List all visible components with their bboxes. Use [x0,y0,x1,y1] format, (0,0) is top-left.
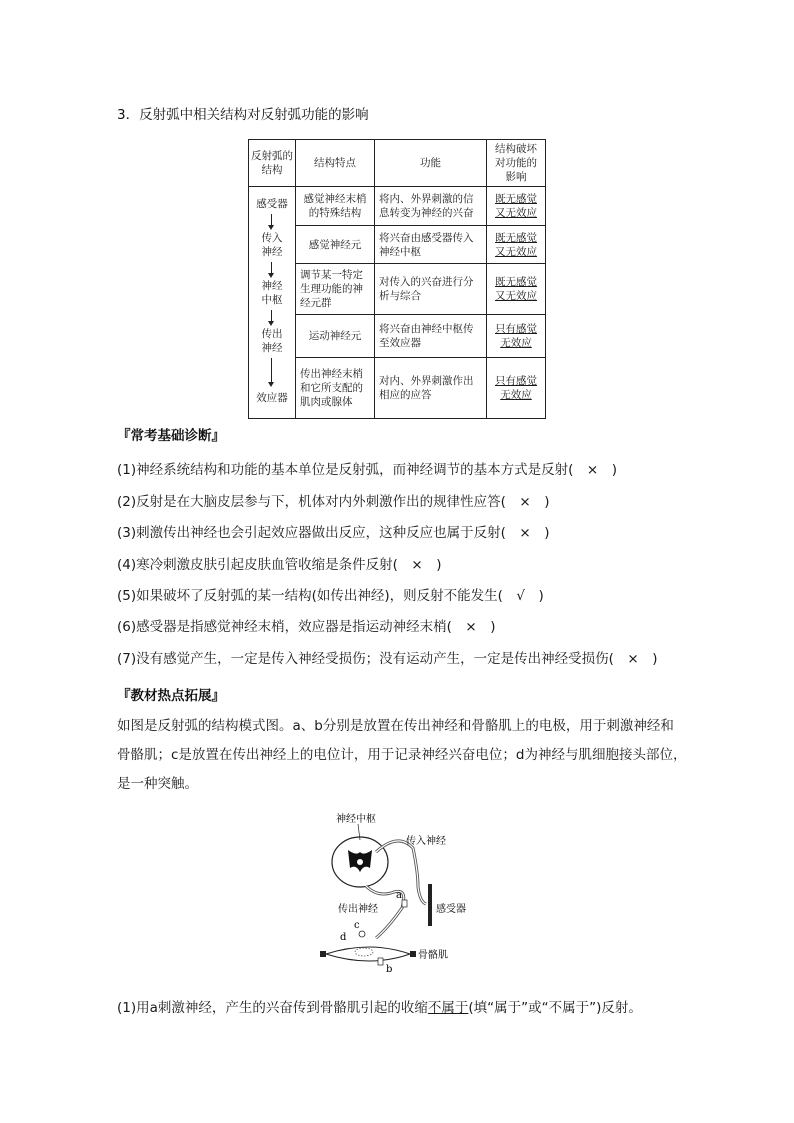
arrow-down-icon [268,273,274,278]
label-d: d [340,932,347,943]
reflex-arc-figure [318,812,478,982]
question-1-answer: 不属于 [427,1000,469,1016]
extension-title: 『教材热点拓展』 [117,688,225,704]
structure-flow [249,187,295,416]
header-effect: 结构破坏对功能的影响 [487,140,546,187]
effect-cell: 既无感觉又无效应 [495,193,537,219]
effect-cell: 既无感觉又无效应 [495,231,537,258]
effect-cell: 既无感觉又无效应 [495,276,537,302]
flow-efferent: 传出神经 [261,328,283,354]
receptor-icon [428,884,432,926]
function-cell: 对内、外界刺激作出相应的应答 [375,358,487,419]
flow-afferent: 传入神经 [261,232,283,258]
flow-effector: 效应器 [256,392,288,404]
arrow-down-icon [268,321,274,326]
feature-cell: 传出神经末梢和它所支配的肌肉或腺体 [296,358,375,419]
flow-receptor: 感受器 [256,198,288,210]
header-feature: 结构特点 [296,140,375,187]
arrow-down-icon [268,225,274,230]
diagnosis-item: (6)感受器是指感觉神经末梢，效应器是指运动神经末梢( × ) [117,619,496,635]
structure-flow-cell [249,187,296,419]
function-cell: 将内、外界刺激的信息转变为神经的兴奋 [375,187,487,226]
label-center: 神经中枢 [336,814,376,825]
function-cell: 将兴奋由感受器传入神经中枢 [375,226,487,264]
effect-cell: 只有感觉无效应 [495,375,537,401]
feature-cell: 感觉神经元 [296,226,375,264]
function-cell: 将兴奋由神经中枢传至效应器 [375,315,487,358]
question-1-prefix: (1)用a刺激神经，产生的兴奋传到骨骼肌引起的收缩 [117,1000,428,1016]
muscle-icon [320,947,416,961]
section-heading: 3．反射弧中相关结构对反射弧功能的影响 [117,107,369,123]
diagnosis-item: (7)没有感觉产生，一定是传入神经受损伤；没有运动产生，一定是传出神经受损伤( × ) [117,651,658,667]
label-receptor: 感受器 [436,904,466,915]
arrow-down-icon [268,382,274,387]
effect-cell: 只有感觉无效应 [495,323,537,349]
diagnosis-item: (1)神经系统结构和功能的基本单位是反射弧，而神经调节的基本方式是反射( × ) [117,462,617,478]
question-1 [117,996,642,1016]
feature-cell: 调节某一特定生理功能的神经元群 [296,264,375,315]
reflex-arc-table [248,139,546,419]
label-muscle: 骨骼肌 [418,950,448,961]
label-afferent: 传入神经 [406,836,446,847]
header-function: 功能 [375,140,487,187]
diagnosis-item: (5)如果破坏了反射弧的某一结构(如传出神经)，则反射不能发生( √ ) [117,588,544,604]
label-b: b [386,964,393,975]
diagnosis-item: (3)刺激传出神经也会引起效应器做出反应，这种反应也属于反射( × ) [117,525,550,541]
diagnosis-title: 『常考基础诊断』 [117,428,225,444]
feature-cell: 感觉神经末梢的特殊结构 [296,187,375,226]
label-c: c [354,920,360,931]
question-1-suffix: (填“属于”或“不属于”)反射。 [468,1000,642,1016]
label-a: a [396,890,402,901]
spinal-cord-icon [332,837,388,887]
header-structure: 反射弧的结构 [249,140,296,187]
label-efferent: 传出神经 [338,904,378,915]
function-cell: 对传入的兴奋进行分析与综合 [375,264,487,315]
flow-center: 神经中枢 [261,280,283,306]
diagnosis-item: (2)反射是在大脑皮层参与下，机体对内外刺激作出的规律性应答( × ) [117,494,550,510]
diagnosis-item: (4)寒冷刺激皮肤引起皮肤血管收缩是条件反射( × ) [117,557,442,573]
extension-paragraph: 如图是反射弧的结构模式图。a、b分别是放置在传出神经和骨骼肌上的电极，用于刺激神经和骨骼肌；c是放置在传出神经上的电位计，用于记录神经兴奋电位；d为神经与肌细胞接头部位，是一种突触。 [117,718,687,792]
feature-cell: 运动神经元 [296,315,375,358]
